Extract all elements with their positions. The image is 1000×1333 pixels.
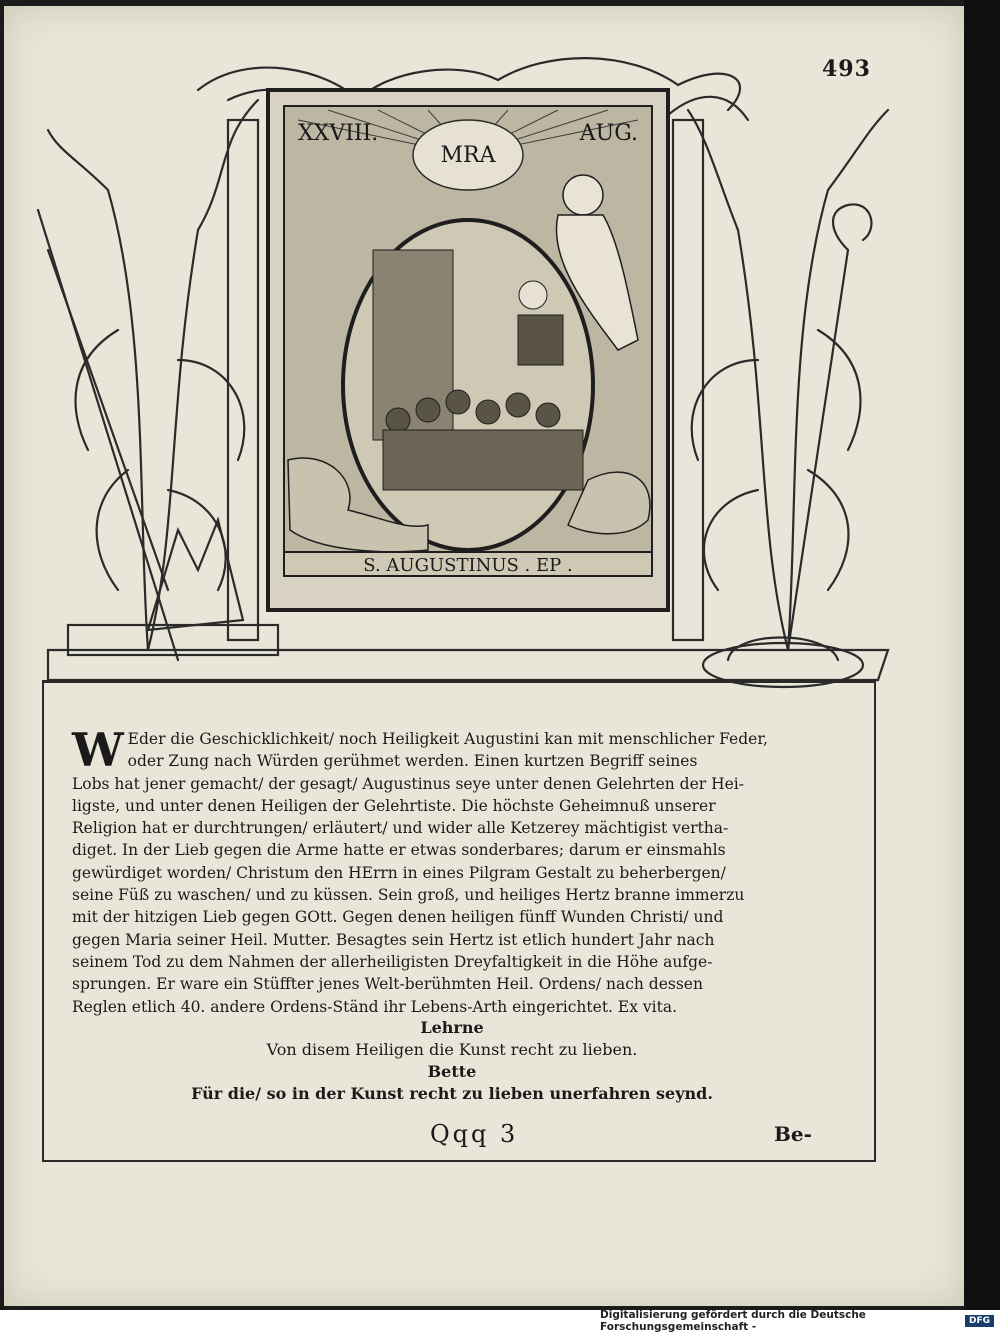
congregation-figure	[386, 408, 410, 432]
lehrne-heading: Lehrne	[420, 1018, 484, 1037]
body-line: sprungen. Er ware ein Stüffter jenes Welt-berühmten Heil. Ordens/ nach dessen	[72, 975, 703, 994]
dfg-logo-icon: DFG	[965, 1315, 994, 1327]
dropcap: W	[72, 723, 124, 777]
body-line: gegen Maria seiner Heil. Mutter. Besagtes sein Hertz ist etlich hundert Jahr nach	[72, 930, 715, 949]
engraving-caption: S. AUGUSTINUS . EP .	[363, 555, 573, 576]
body-line: Religion hat er durchtrungen/ erläutert/ und wider alle Ketzerey mächtigist vertha-	[72, 819, 729, 838]
left-crozier-staff	[38, 210, 178, 660]
body-line: Lobs hat jener gemacht/ der gesagt/ Augustinus seye unter denen Gelehrten der Hei-	[72, 774, 744, 793]
pilgrim-hat-crown	[728, 638, 838, 661]
congregation-figure	[446, 390, 470, 414]
body-line: Reglen etlich 40. andere Ordens-Ständ ihr Lebens-Arth eingerichtet. Ex vita.	[72, 997, 677, 1016]
crozier-crook	[833, 204, 871, 250]
angel-head	[563, 175, 603, 215]
right-crozier-staff	[788, 250, 848, 650]
left-pillar	[228, 120, 258, 640]
footer-credit	[600, 1311, 1000, 1331]
left-leaf	[76, 330, 245, 590]
pulpit	[518, 315, 563, 365]
bette-text: Für die/ so in der Kunst recht zu lieben unerfahren seynd.	[191, 1084, 713, 1103]
congregation-figure	[416, 398, 440, 422]
engraving-monogram: MRA	[440, 143, 496, 168]
right-pillar	[673, 120, 703, 640]
congregation-figure	[506, 393, 530, 417]
page-number: 493	[822, 56, 871, 82]
body-line: mit der hitzigen Lieb gegen GOtt. Gegen denen heiligen fünff Wunden Christi/ und	[72, 908, 724, 927]
left-crozier-staff	[48, 250, 168, 590]
engraving-month-label: AUG.	[579, 121, 638, 146]
body-line: seinem Tod zu dem Nahmen der allerheiligisten Dreyfaltigkeit in die Höhe aufge-	[72, 952, 713, 971]
catchword: Be-	[774, 1122, 812, 1146]
body-line: gewürdiget worden/ Christum den HErrn in eines Pilgram Gestalt zu beherbergen/	[72, 863, 726, 882]
bishop-figure	[519, 281, 547, 309]
signature-mark: Qqq 3	[430, 1120, 519, 1148]
right-leaf	[692, 330, 861, 590]
body-line: Eder die Geschicklichkeit/ noch Heiligkeit Augustini kan mit menschlicher Feder,	[127, 730, 768, 748]
body-line: diget. In der Lieb gegen die Arme hatte er etwas sonderbares; darum er einsmahls	[72, 841, 726, 860]
saint-engraving	[28, 30, 928, 720]
body-line: seine Füß zu waschen/ und zu küssen. Sein groß, und heiliges Hertz branne immerzu	[72, 886, 745, 905]
scan-border-strip	[964, 0, 1000, 1310]
bette-heading: Bette	[427, 1062, 477, 1081]
body-line: ligste, und unter denen Heiligen der Gelehrtiste. Die höchste Geheimnuß unserer	[72, 796, 716, 815]
congregation-body	[383, 430, 583, 490]
lehrne-text: Von disem Heiligen die Kunst recht zu lieben.	[266, 1040, 638, 1059]
congregation-figure	[536, 403, 560, 427]
congregation-figure	[476, 400, 500, 424]
doorway	[373, 250, 453, 440]
body-text	[72, 723, 832, 1018]
footer-text: Digitalisierung gefördert durch die Deutsche Forschungsgemeinschaft -	[600, 1309, 866, 1333]
engraving-date-label: XXVIII.	[298, 121, 379, 146]
body-line: oder Zung nach Würden gerühmet werden. Einen kurtzen Begriff seines	[127, 752, 698, 771]
